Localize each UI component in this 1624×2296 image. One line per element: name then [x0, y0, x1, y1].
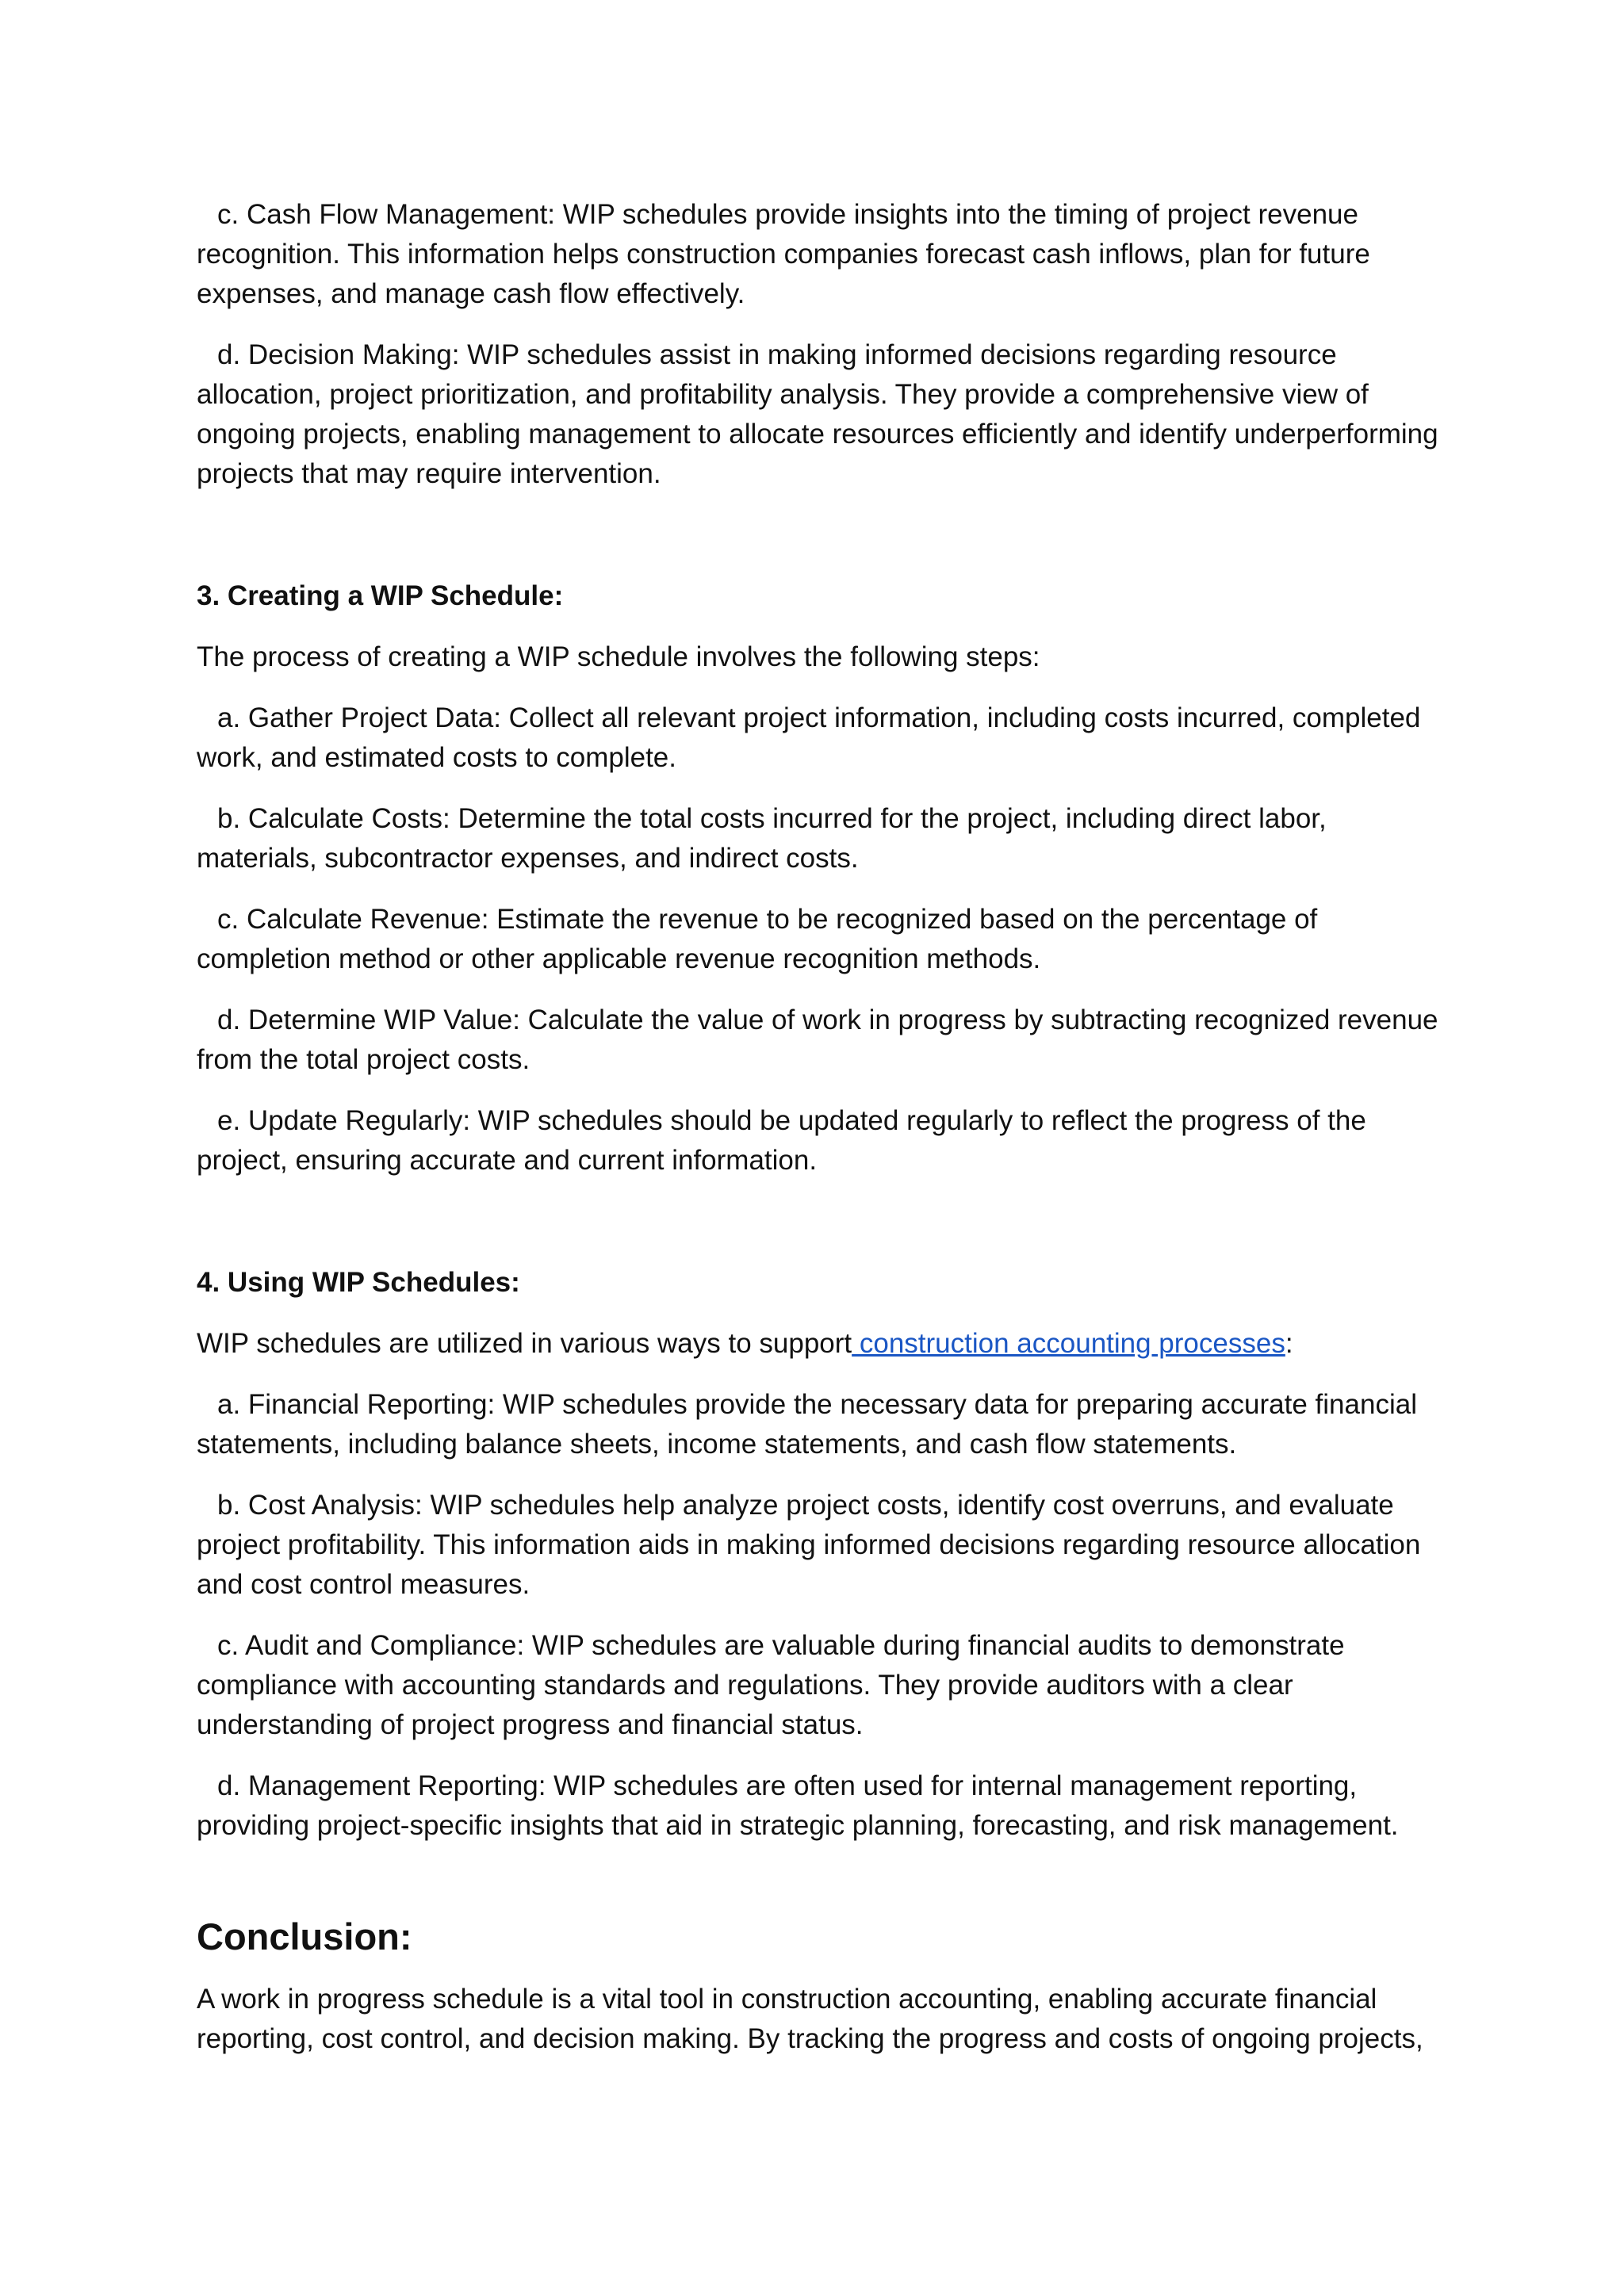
use-financial-reporting: a. Financial Reporting: WIP schedules provide the necessary data for preparing accurate financial statements, including balance sheets, income statements, and cash flow statements.	[197, 1389, 1417, 1460]
using-intro	[197, 1324, 1450, 1364]
step-update-regularly: e. Update Regularly: WIP schedules should be updated regularly to reflect the progress of the project, ensuring accurate and current information.	[197, 1105, 1366, 1176]
step-gather-data: a. Gather Project Data: Collect all relevant project information, including costs incurred, completed work, and estimated costs to complete.	[197, 702, 1421, 773]
use-cost-analysis: b. Cost Analysis: WIP schedules help analyze project costs, identify cost overruns, and evaluate project profitability. This information aids in making informed decisions regarding resource allocation and cost control measures.	[197, 1490, 1421, 1600]
use-management-reporting: d. Management Reporting: WIP schedules are often used for internal management reporting, providing project-specific insights that aid in strategic planning, forecasting, and risk management.	[197, 1770, 1399, 1841]
using-wip-heading: 4. Using WIP Schedules:	[197, 1267, 520, 1298]
using-intro-colon: :	[1285, 1328, 1293, 1359]
creating-wip-heading: 3. Creating a WIP Schedule:	[197, 580, 564, 611]
step-determine-wip: d. Determine WIP Value: Calculate the value of work in progress by subtracting recognized revenue from the total project costs.	[197, 1004, 1438, 1075]
step-calculate-costs: b. Calculate Costs: Determine the total costs incurred for the project, including direct labor, materials, subcontractor expenses, and indirect costs.	[197, 803, 1327, 874]
conclusion-paragraph: A work in progress schedule is a vital tool in construction accounting, enabling accurate financial reporting, cost control, and decision making. By tracking the progress and costs of ongoing projects,	[197, 1984, 1423, 2054]
use-audit-compliance: c. Audit and Compliance: WIP schedules are valuable during financial audits to demonstrate compliance with accounting standards and regulations. They provide auditors with a clear understanding of project progress and financial status.	[197, 1630, 1345, 1740]
decision-making-paragraph: d. Decision Making: WIP schedules assist in making informed decisions regarding resource allocation, project prioritization, and profitability analysis. They provide a comprehensive view of ongoing projects, enabling management to allocate resources efficiently and identify underperforming projects that may require intervention.	[197, 339, 1438, 489]
construction-accounting-link[interactable]: construction accounting processes	[852, 1328, 1285, 1359]
creating-intro: The process of creating a WIP schedule involves the following steps:	[197, 641, 1040, 672]
step-calculate-revenue: c. Calculate Revenue: Estimate the revenue to be recognized based on the percentage of completion method or other applicable revenue recognition methods.	[197, 904, 1318, 974]
conclusion-heading: Conclusion:	[197, 1915, 412, 1957]
document-page	[197, 195, 1450, 2080]
cash-flow-paragraph: c. Cash Flow Management: WIP schedules provide insights into the timing of project revenue recognition. This information helps construction companies forecast cash inflows, plan for future expenses, and manage cash flow effectively.	[197, 199, 1370, 309]
using-intro-text: WIP schedules are utilized in various ways to support	[197, 1328, 852, 1359]
